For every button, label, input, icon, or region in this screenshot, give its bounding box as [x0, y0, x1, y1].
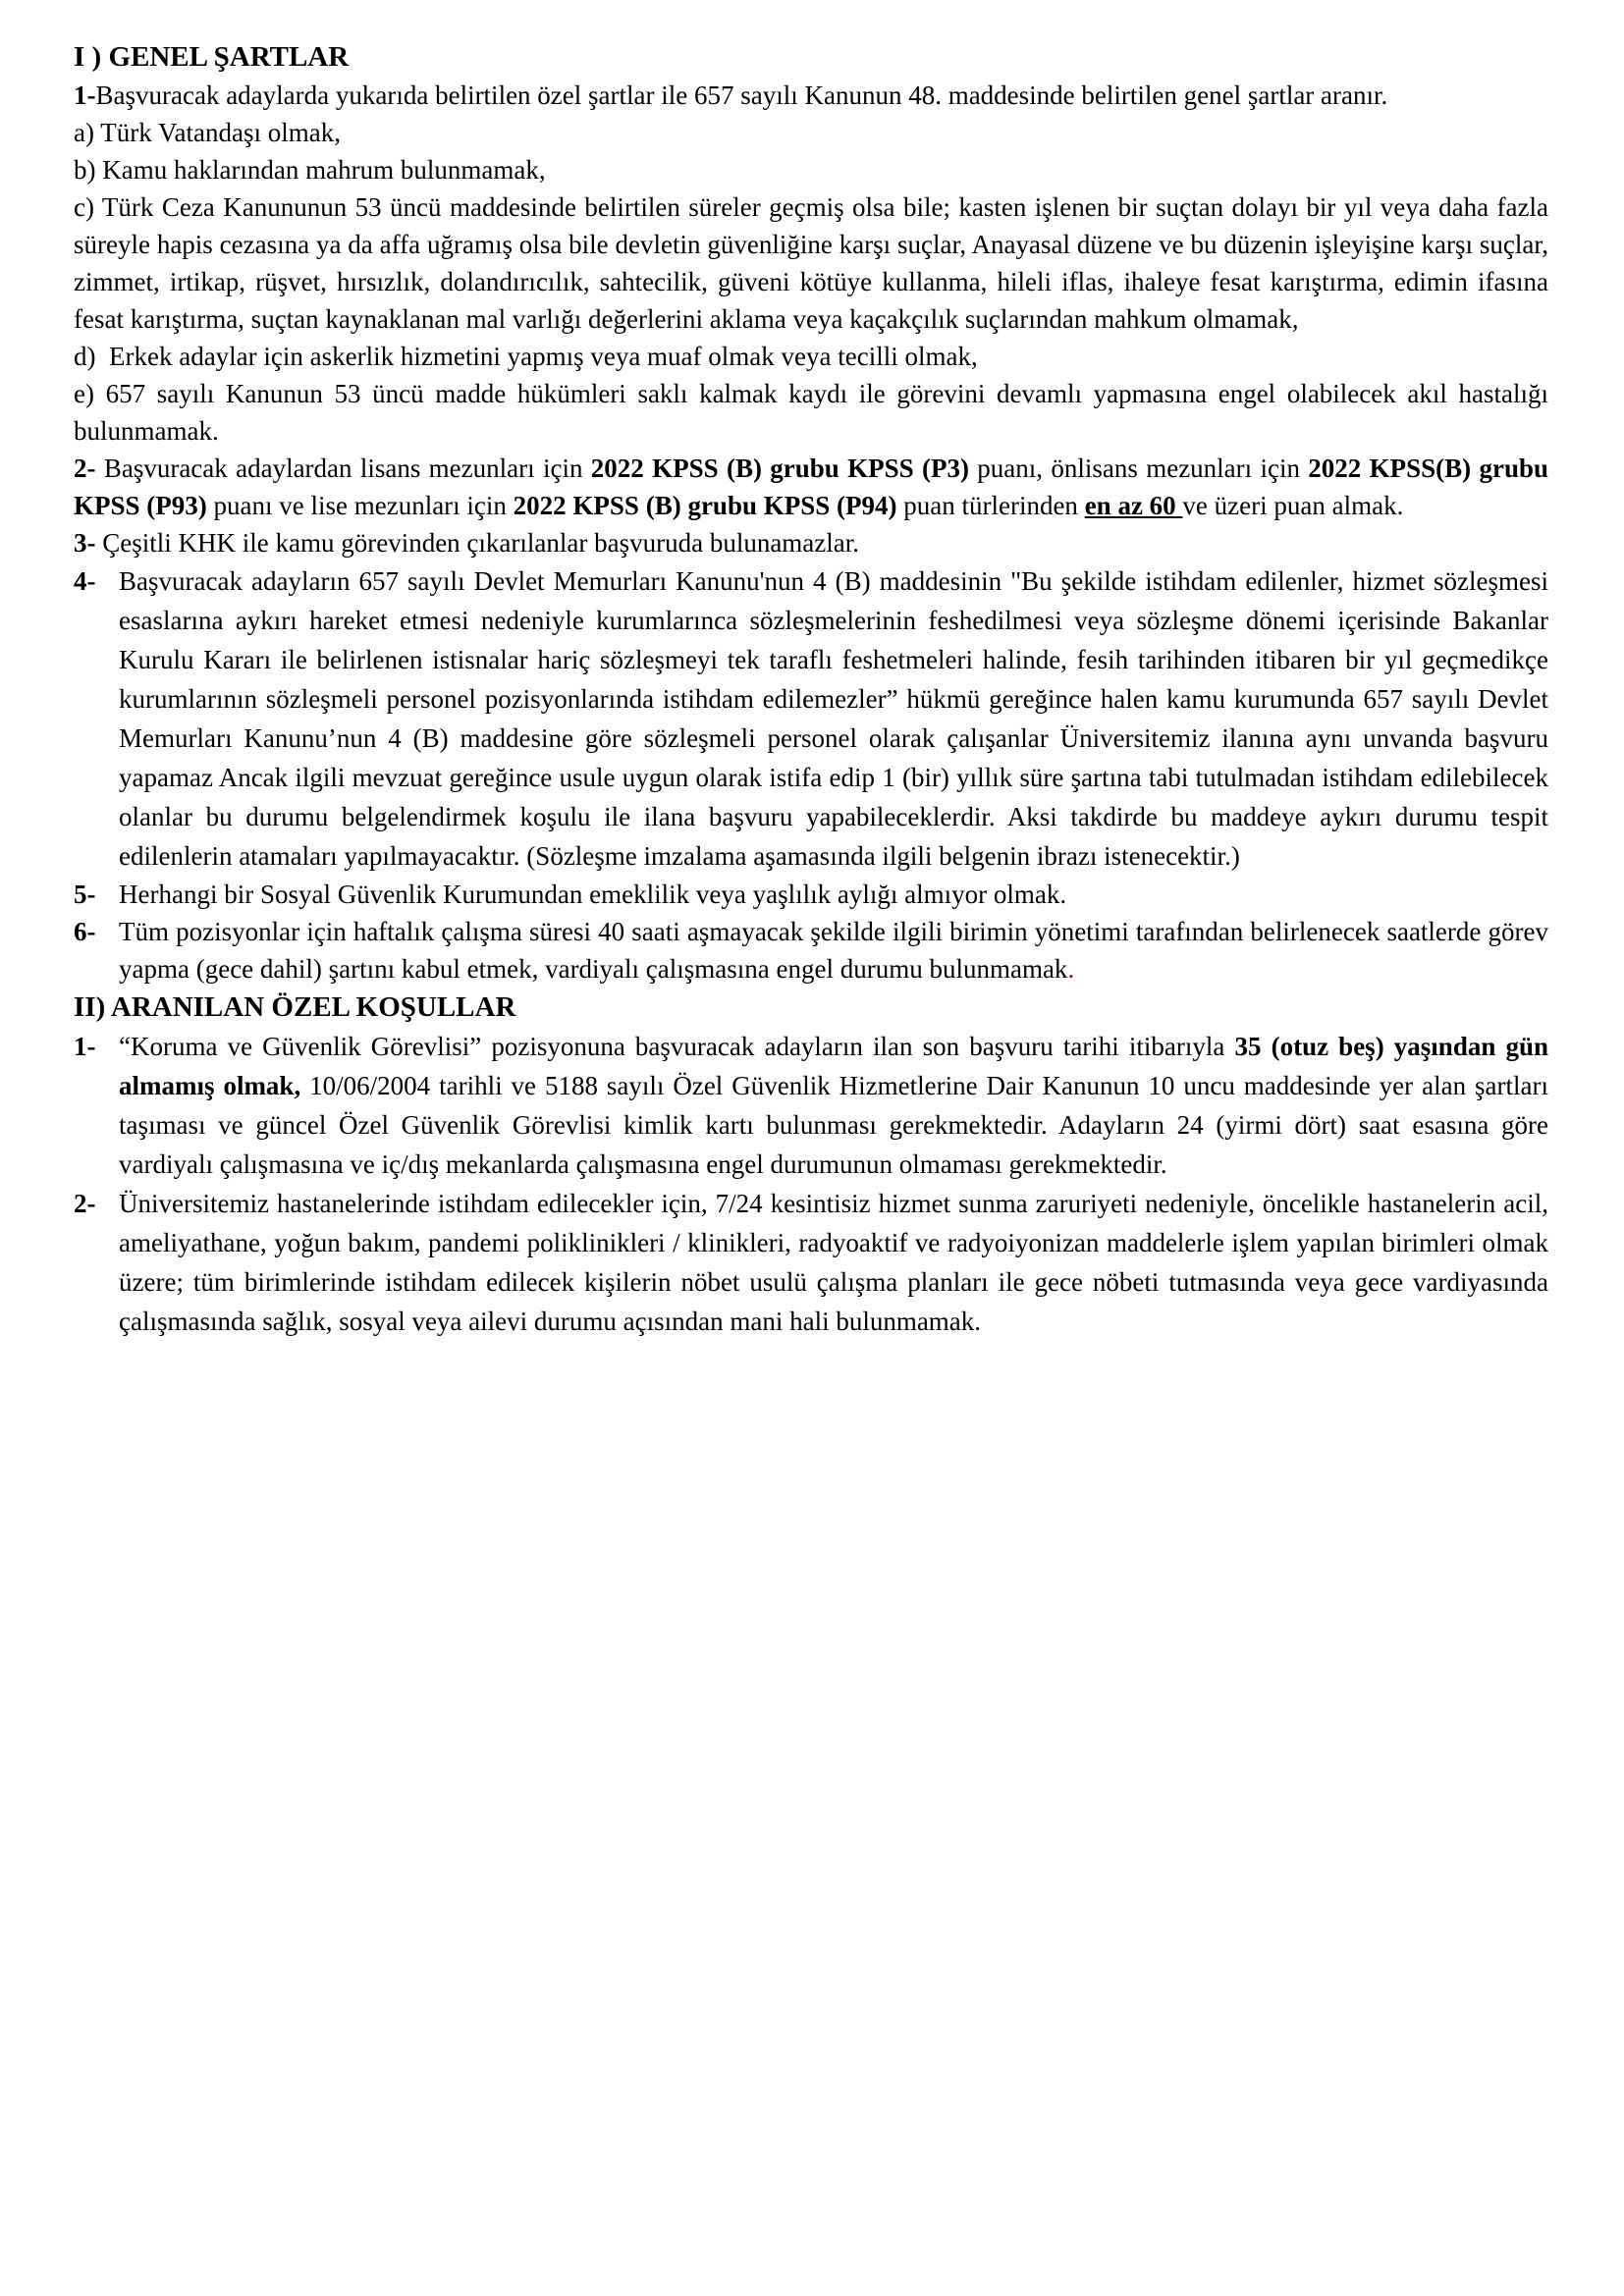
- special-item-number-1: 1-: [74, 1032, 96, 1061]
- general-conditions-intro: [74, 77, 1548, 114]
- general-conditions-intro-text: Başvuracak adaylarda yukarıda belirtilen özel şartlar ile 657 sayılı Kanunun 48. maddesinde belirtilen genel şartlar aranır.: [95, 80, 1388, 110]
- work-hours-text: Tüm pozisyonlar için haftalık çalışma süresi 40 saati aşmayacak şekilde ilgili birimin yönetimi tarafından belirlenecek saatlerde görev yapma (gece dahil) şartını kabul etmek, vardiyalı çalışmasına engel durumu bulunmamak: [119, 917, 1548, 984]
- kpss-p94-bold: 2022 KPSS (B) grubu KPSS (P94): [513, 491, 897, 520]
- item-b-public-rights: b) Kamu haklarından mahrum bulunmamak,: [74, 155, 546, 185]
- special-item-1-security-guard-age: [74, 1027, 1548, 1184]
- section2-heading: II) ARANILAN ÖZEL KOŞULLAR: [74, 991, 516, 1023]
- item-3-khk-restriction: [74, 524, 1548, 561]
- section1-heading: I ) GENEL ŞARTLAR: [74, 41, 350, 73]
- item-number-5: 5-: [74, 880, 96, 909]
- security-guard-text-1: “Koruma ve Güvenlik Görevlisi” pozisyonuna başvuracak adayların ilan son başvuru tarihi itibarıyla: [119, 1032, 1235, 1061]
- item-number-2: 2-: [74, 454, 96, 483]
- red-period: .: [1067, 954, 1075, 984]
- security-guard-text-2: 10/06/2004 tarihli ve 5188 sayılı Özel Güvenlik Hizmetlerine Dair Kanunun 10 uncu maddesinde yer alan şartları taşıması ve güncel Özel Güvenlik Görevlisi kimlik kartı bulunması gerekmektedir. Adayların 24 (yirmi dört) saat esasına göre vardiyalı çalışmasına ve iç/dış mekanlarda çalışmasına engel durumunun olmaması gerekmektedir.: [119, 1071, 1548, 1179]
- item-d-military-service: d) Erkek adaylar için askerlik hizmetini yapmış veya muaf olmak veya tecilli olmak,: [74, 342, 978, 371]
- hospital-shifts-text: Üniversitemiz hastanelerinde istihdam edilecekler için, 7/24 kesintisiz hizmet sunma zaruriyeti nedeniyle, öncelikle hastanelerin acil, ameliyathane, yoğun bakım, pandemi poliklinikleri / klinikleri, radyoaktif ve radyoiyonizan maddelerle işlem yapılan birimleri olmak üzere; tüm birimlerinde istihdam edilecek kişilerin nöbet usulü çalışma planları ile gece nöbeti tutmasında veya gece vardiyasında çalışmasında sağlık, sosyal veya ailevi durumu açısından mani hali bulunmamak.: [119, 1189, 1548, 1336]
- age-limit-bold: 35 (otuz beş) yaşından gün almamış olmak,: [119, 1032, 1548, 1100]
- special-item-2-hospital-shifts: [74, 1184, 1548, 1341]
- kpss-text-5: ve üzeri puan almak.: [1182, 491, 1404, 520]
- item-6-work-hours: [74, 913, 1548, 988]
- item-2-kpss-score-requirement: [74, 450, 1548, 524]
- khk-restriction-text: Çeşitli KHK ile kamu görevinden çıkarılanlar başvuruda bulunamazlar.: [95, 528, 860, 558]
- contract-termination-text: Başvuracak adayların 657 sayılı Devlet Memurları Kanunu'nun 4 (B) maddesinin "Bu şekilde istihdam edilenler, hizmet sözleşmesi esaslarına aykırı hareket etmesi nedeniyle kurumlarınca sözleşmelerinin feshedilmesi veya sözleşme dönemi içerisinde Bakanlar Kurulu Kararı ile belirlenen istisnalar hariç sözleşmeyi tek taraflı feshetmeleri halinde, fesih tarihinden itibaren bir yıl geçmedikçe kurumlarının sözleşmeli personel pozisyonlarında istihdam edilemezler” hükmü gereğince halen kamu kurumunda 657 sayılı Devlet Memurları Kanunu’nun 4 (B) maddesine göre sözleşmeli personel olarak çalışanlar Üniversitemiz ilanına aynı unvanda başvuru yapamaz Ancak ilgili mevzuat gereğince usule uygun olarak istifa edip 1 (bir) yıllık süre şartına tabi tutulmadan istihdam edilebilecek olanlar bu durumu belgelendirmek koşulu ile ilana başvuru yapabileceklerdir. Aksi takdirde bu maddeye aykırı durumu tespit edilenlerin atamaları yapılmayacaktır. (Sözleşme imzalama aşamasında ilgili belgenin ibrazı istenecektir.): [119, 566, 1548, 871]
- item-5-pension-restriction: [74, 876, 1548, 913]
- special-item-number-2: 2-: [74, 1189, 96, 1218]
- item-number-4: 4-: [74, 566, 96, 596]
- pension-restriction-text: Herhangi bir Sosyal Güvenlik Kurumundan emeklilik veya yaşlılık aylığı almıyor olmak.: [119, 880, 1067, 909]
- kpss-text-1: Başvuracak adaylardan lisans mezunları için: [95, 454, 591, 483]
- kpss-p3-bold: 2022 KPSS (B) grubu KPSS (P3): [590, 454, 969, 483]
- item-e-mental-health: e) 657 sayılı Kanunun 53 üncü madde hükümleri saklı kalmak kaydı ile görevini devamlı yapmasına engel olabilecek akıl hastalığı bulunmamak.: [74, 379, 1548, 446]
- kpss-text-4: puan türlerinden: [896, 491, 1085, 520]
- item-c-criminal-record: c) Türk Ceza Kanununun 53 üncü maddesinde belirtilen süreler geçmiş olsa bile; kasten işlenen bir suçtan dolayı bir yıl veya daha fazla süreyle hapis cezasına ya da affa uğramış olsa bile devletin güvenliğine karşı suçlar, Anayasal düzene ve bu düzenin işleyişine karşı suçlar, zimmet, irtikap, rüşvet, hırsızlık, dolandırıcılık, sahtecilik, güveni kötüye kullanma, hileli iflas, ihaleye fesat karıştırma, edimin ifasına fesat karıştırma, suçtan kaynaklanan mal varlığı değerlerini aklama veya kaçakçılık suçlarından mahkum olmamak,: [74, 192, 1548, 334]
- item-number-6: 6-: [74, 917, 96, 946]
- min-score-60-underlined: en az 60: [1084, 491, 1183, 520]
- item-a-citizenship: a) Türk Vatandaşı olmak,: [74, 118, 341, 147]
- item-4-contract-termination-rule: [74, 561, 1548, 876]
- kpss-p93-bold: 2022 KPSS(B) grubu KPSS (P93): [74, 454, 1549, 520]
- kpss-text-3: puanı ve lise mezunları için: [206, 491, 514, 520]
- item-number-3: 3-: [74, 528, 96, 558]
- kpss-text-2: puanı, önlisans mezunları için: [968, 454, 1309, 483]
- item-number-1: 1-: [74, 80, 96, 110]
